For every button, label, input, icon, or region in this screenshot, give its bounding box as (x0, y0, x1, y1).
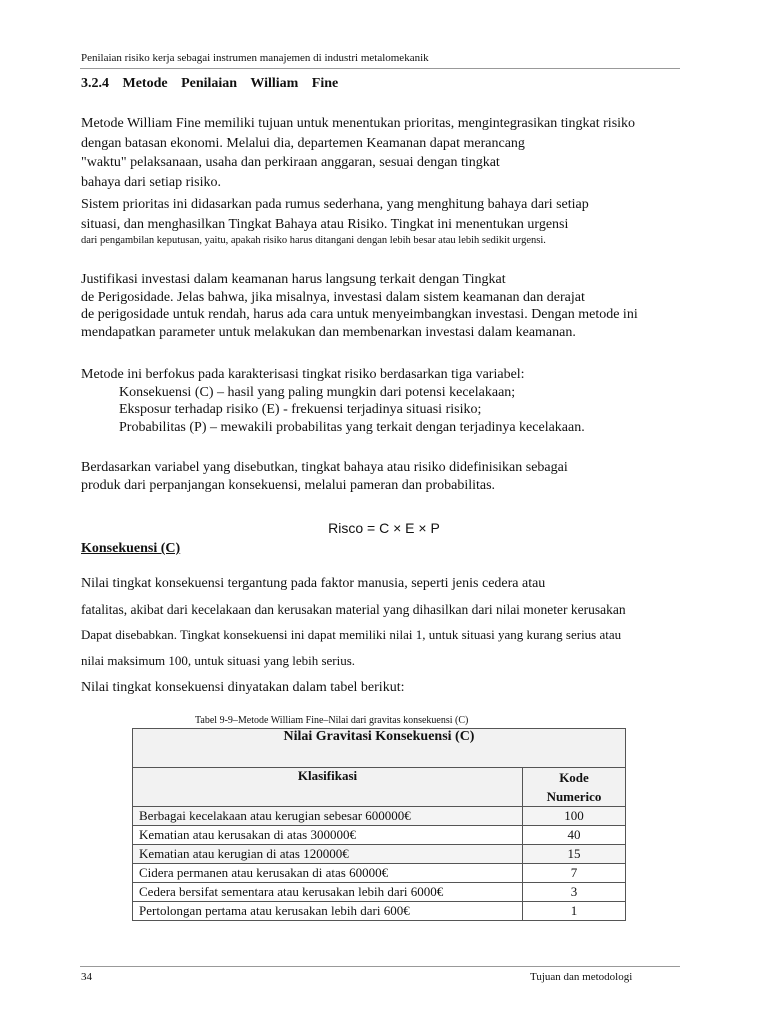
row-code: 100 (523, 807, 626, 826)
consequence-table (132, 728, 626, 921)
header-rule (80, 68, 680, 69)
row-code: 1 (523, 902, 626, 921)
text-line: Sistem prioritas ini didasarkan pada rumus sederhana, yang menghitung bahaya dari setiap (81, 197, 589, 212)
bullet-item: Eksposur terhadap risiko (E) - frekuensi terjadinya situasi risiko; (81, 401, 693, 419)
row-label: Kematian atau kerusakan di atas 300000€ (133, 826, 523, 845)
row-code: 3 (523, 883, 626, 902)
paragraph-3 (81, 271, 693, 341)
bullet-icon (105, 384, 119, 402)
table-title: Nilai Gravitasi Konsekuensi (C) (133, 729, 626, 768)
text-line: produk dari perpanjangan konsekuensi, melalui pameran dan probabilitas. (81, 477, 496, 493)
bullet-item: Probabilitas (P) – mewakili probabilitas yang terkait dengan terjadinya kecelakaan. (81, 419, 693, 437)
paragraph-2 (81, 195, 693, 247)
text-line: nilai maksimum 100, untuk situasi yang lebih serius. (81, 652, 356, 668)
text-line-small: dari pengambilan keputusan, yaitu, apakah risiko harus ditangani dengan lebih besar atau lebih sedikit urgensi. (81, 235, 546, 246)
text-line: de perigosidade untuk rendah, harus ada cara untuk menyeimbangkan investasi. Dengan metode ini (81, 307, 638, 322)
text-line: fatalitas, akibat dari kecelakaan dan kerusakan material yang dihasilkan dari nilai moneter kerusakan (81, 601, 626, 617)
text-line: Dapat disebabkan. Tingkat konsekuensi ini dapat memiliki nilai 1, untuk situasi yang kurang serius atau (81, 627, 622, 642)
paragraph-5 (81, 459, 693, 494)
text-line: Nilai tingkat konsekuensi dinyatakan dalam tabel berikut: (81, 680, 405, 695)
risk-formula: Risco = C × E × P (328, 520, 440, 536)
text-line: dengan batasan ekonomi. Melalui dia, departemen Keamanan dapat merancang (81, 135, 525, 151)
footer-rule (80, 966, 680, 967)
row-label: Berbagai kecelakaan atau kerugian sebesar 600000€ (133, 807, 523, 826)
row-label: Kematian atau kerugian di atas 120000€ (133, 845, 523, 864)
bullet-icon (105, 419, 119, 437)
column-header-classification: Klasifikasi (133, 768, 523, 807)
bullet-item: Konsekuensi (C) – hasil yang paling mungkin dari potensi kecelakaan; (81, 384, 693, 402)
row-label: Cidera permanen atau kerusakan di atas 60000€ (133, 864, 523, 883)
text-line: de Perigosidade. Jelas bahwa, jika misalnya, investasi dalam sistem keamanan dan derajat (81, 289, 585, 305)
row-code: 15 (523, 845, 626, 864)
column-header-code: Kode Numerico (523, 768, 626, 807)
text-line: Justifikasi investasi dalam keamanan harus langsung terkait dengan Tingkat (81, 272, 506, 287)
text-line: Metode William Fine memiliki tujuan untuk menentukan prioritas, mengintegrasikan tingkat risiko (81, 116, 636, 131)
text-line: mendapatkan parameter untuk melakukan dan membenarkan investasi dalam keamanan. (81, 324, 576, 340)
row-label: Cedera bersifat sementara atau kerusakan lebih dari 6000€ (133, 883, 523, 902)
table-row (133, 902, 626, 921)
paragraph-4 (81, 366, 693, 436)
text-line: Berdasarkan variabel yang disebutkan, tingkat bahaya atau risiko didefinisikan sebagai (81, 460, 568, 475)
row-code: 40 (523, 826, 626, 845)
footer-chapter-title: Tujuan dan metodologi (530, 971, 633, 983)
section-heading: 3.2.4 Metode Penilaian William Fine (81, 76, 339, 91)
table-row (133, 864, 626, 883)
bullet-icon (105, 401, 119, 419)
subheading-consequence: Konsekuensi (C) (81, 541, 181, 556)
text-line: Nilai tingkat konsekuensi tergantung pada faktor manusia, seperti jenis cedera atau (81, 576, 546, 591)
row-code: 7 (523, 864, 626, 883)
table-row (133, 807, 626, 826)
running-header: Penilaian risiko kerja sebagai instrumen manajemen di industri metalomekanik (81, 52, 429, 64)
paragraph-1 (81, 114, 693, 192)
text-line: "waktu" pelaksanaan, usaha dan perkiraan anggaran, sesuai dengan tingkat (81, 155, 500, 170)
table-row (133, 826, 626, 845)
text-line: bahaya dari setiap risiko. (81, 174, 221, 190)
table-row (133, 845, 626, 864)
row-label: Pertolongan pertama atau kerusakan lebih dari 600€ (133, 902, 523, 921)
page-number: 34 (81, 971, 92, 983)
table-caption: Tabel 9-9–Metode William Fine–Nilai dari gravitas konsekuensi (C) (195, 715, 469, 726)
text-line: situasi, dan menghasilkan Tingkat Bahaya atau Risiko. Tingkat ini menentukan urgensi (81, 216, 569, 232)
paragraph-6 (81, 571, 693, 673)
paragraph-7 (81, 678, 693, 698)
text-line: Metode ini berfokus pada karakterisasi tingkat risiko berdasarkan tiga variabel: (81, 367, 525, 382)
table-row (133, 883, 626, 902)
